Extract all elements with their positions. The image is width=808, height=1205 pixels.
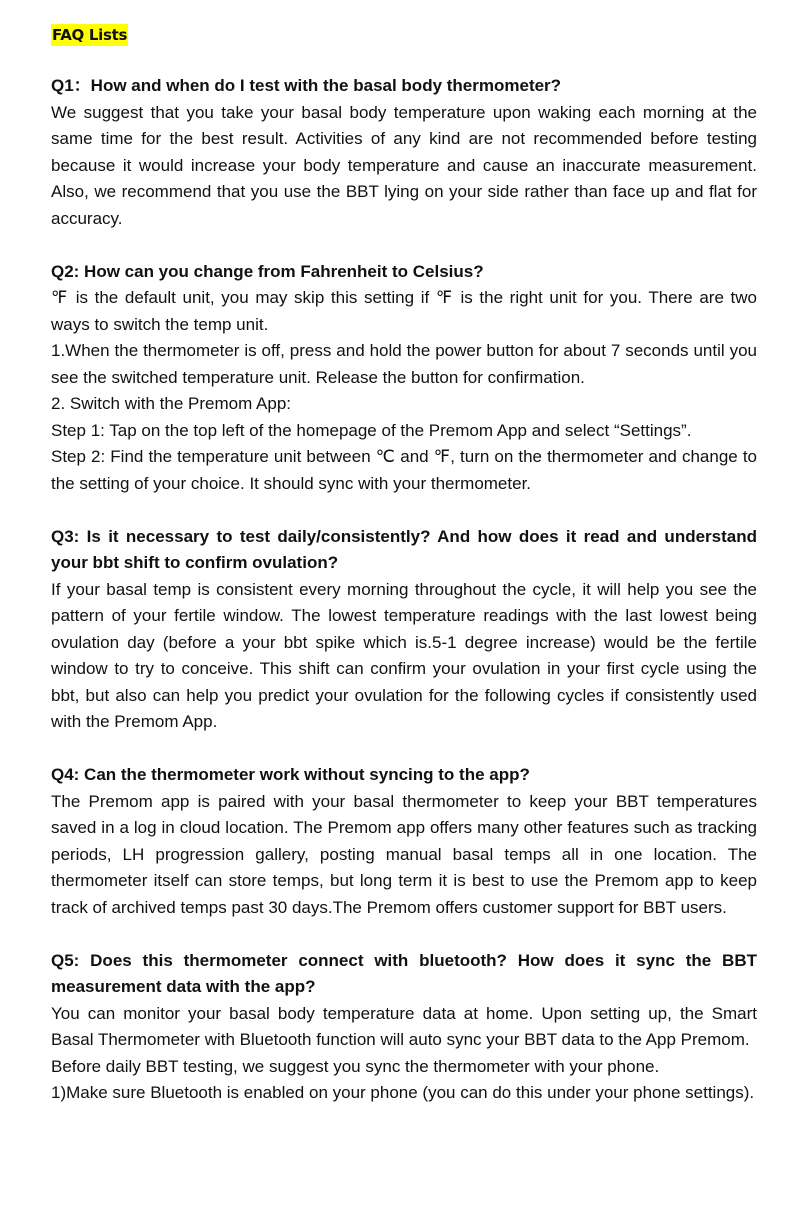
faq-question: Q3: Is it necessary to test daily/consistently? And how does it read and understand your bbt shift to confirm ovulation? bbox=[51, 526, 757, 572]
page-title: FAQ Lists bbox=[52, 26, 128, 44]
faq-answer: Step 2: Find the temperature unit between ℃ and ℉, turn on the thermometer and change to the setting of your choice. It should sync with your thermometer. bbox=[51, 447, 757, 493]
faq-item-q2 bbox=[51, 259, 757, 498]
faq-answer: 2. Switch with the Premom App: bbox=[51, 394, 291, 413]
faq-question: Q1：How and when do I test with the basal body thermometer? bbox=[51, 76, 562, 95]
faq-answer: 1.When the thermometer is off, press and hold the power button for about 7 seconds until you see the switched temperature unit. Release the button for confirmation. bbox=[51, 341, 757, 387]
faq-answer: Step 1: Tap on the top left of the homepage of the Premom App and select “Settings”. bbox=[51, 420, 692, 440]
faq-answer: If your basal temp is consistent every morning throughout the cycle, it will help you see the pattern of your fertile window. The lowest temperature readings with the last lowest being ovulation day (before a your bbt spike which is.5-1 degree increase) would be the fertile window to try to conceive. This shift can confirm your ovulation in your first cycle using the bbt, but also can help you predict your ovulation for the following cycles if consistently used with the Premom App. bbox=[51, 579, 757, 731]
faq-question: Q5: Does this thermometer connect with bluetooth? How does it sync the BBT measurement data with the app? bbox=[51, 950, 757, 996]
faq-question: Q2: How can you change from Fahrenheit to Celsius? bbox=[51, 261, 484, 281]
faq-answer: Before daily BBT testing, we suggest you sync the thermometer with your phone. bbox=[51, 1056, 660, 1076]
faq-item-q4 bbox=[51, 762, 757, 921]
faq-answer: ℉ is the default unit, you may skip this setting if ℉ is the right unit for you. There are two ways to switch the temp unit. bbox=[51, 288, 757, 334]
faq-question: Q4: Can the thermometer work without syncing to the app? bbox=[51, 765, 530, 784]
faq-answer: 1)Make sure Bluetooth is enabled on your phone (you can do this under your phone settings). bbox=[51, 1083, 755, 1102]
title-row bbox=[51, 20, 757, 50]
faq-item-q1 bbox=[51, 73, 757, 232]
faq-item-q3 bbox=[51, 524, 757, 736]
faq-item-q5 bbox=[51, 948, 757, 1107]
faq-answer: The Premom app is paired with your basal thermometer to keep your BBT temperatures saved in a log in cloud location. The Premom app offers many other features such as tracking periods, LH progression gallery, posting manual basal temps all in one location. The thermometer itself can store temps, but long term it is best to use the Premom app to keep track of archived temps past 30 days.The Premom offers customer support for BBT users. bbox=[51, 791, 757, 917]
faq-answer: You can monitor your basal body temperature data at home. Upon setting up, the Smart Basal Thermometer with Bluetooth function will auto sync your BBT data to the App Premom. bbox=[51, 1003, 757, 1049]
faq-answer: We suggest that you take your basal body temperature upon waking each morning at the same time for the best result. Activities of any kind are not recommended before testing because it would increase your body temperature and cause an inaccurate measurement. Also, we recommend that you use the BBT lying on your side rather than face up and flat for accuracy. bbox=[51, 102, 757, 228]
faq-document bbox=[51, 20, 757, 1133]
